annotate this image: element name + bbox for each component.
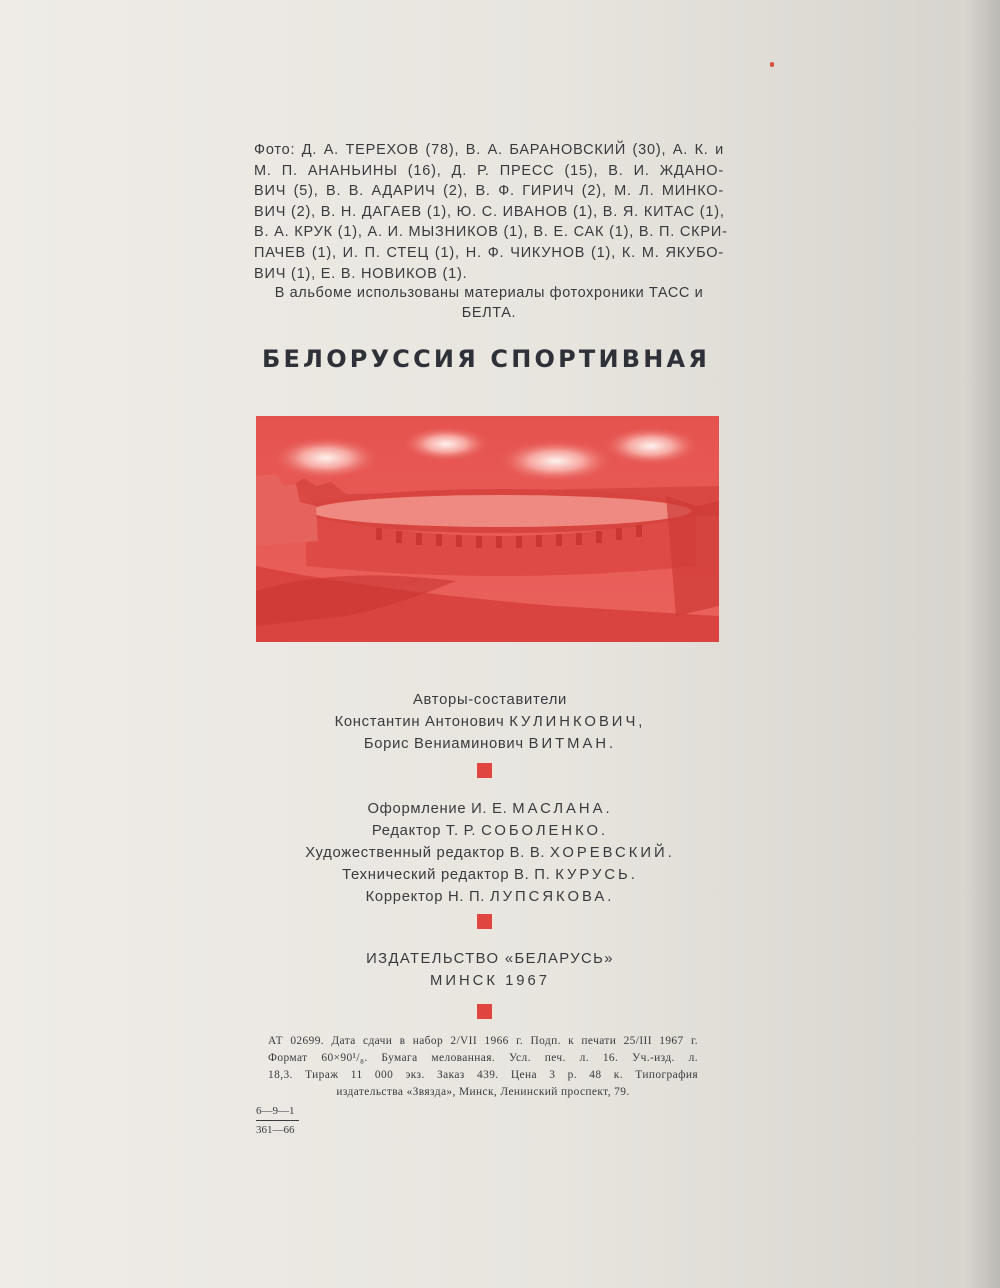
staff-block	[240, 798, 740, 908]
red-square-divider	[477, 763, 492, 778]
photo-credits	[254, 140, 728, 284]
red-square-divider	[477, 1004, 492, 1019]
credits-line: ВИЧ (1), Е. В. НОВИКОВ (1).	[254, 265, 468, 282]
imprint-block	[268, 1033, 698, 1101]
credits-line: Фото: Д. А. ТЕРЕХОВ (78), В. А. БАРАНОВСКИЙ (30), А. К. и	[254, 142, 724, 158]
book-title: БЕЛОРУССИЯ СПОРТИВНАЯ	[261, 345, 711, 373]
credits-line: М. П. АНАНЬИНЫ (16), Д. Р. ПРЕСС (15), В. И. ЖДАНО-	[254, 162, 724, 179]
imprint-line: Формат 60×90¹/₈. Бумага мелованная. Усл. печ. л. 16. Уч.-изд. л.	[268, 1052, 698, 1064]
author-name: Константин Антонович	[334, 714, 505, 730]
credits-line: ВИЧ (2), В. Н. ДАГАЕВ (1), Ю. С. ИВАНОВ (1), В. Я. КИТАС (1),	[254, 203, 725, 220]
corrector-credit: Корректор Н. П.	[365, 889, 486, 905]
publisher-city-year: МИНСК 1967	[430, 973, 550, 989]
book-spine-shadow	[966, 0, 1000, 1288]
archive-note-line: В альбоме использованы материалы фотохроники ТАСС и	[274, 285, 704, 301]
corrector-surname: ЛУПСЯКОВА.	[489, 889, 615, 905]
author-surname: ВИТМАН.	[528, 736, 617, 752]
credits-line: В. А. КРУК (1), А. И. МЫЗНИКОВ (1), В. Е. САК (1), В. П. СКРИ-	[254, 224, 728, 241]
tech-editor-credit: Технический редактор В. П.	[342, 867, 551, 883]
red-square-divider	[477, 914, 492, 929]
credits-line: ПАЧЕВ (1), И. П. СТЕЦ (1), Н. Ф. ЧИКУНОВ (1), К. М. ЯКУБО-	[254, 244, 724, 261]
editor-credit: Редактор Т. Р.	[371, 823, 477, 839]
publisher-block	[240, 948, 740, 992]
design-surname: МАСЛАНА.	[512, 801, 613, 817]
catalog-code-bottom: 361—66	[256, 1124, 295, 1136]
imprint-line: издательства «Звязда», Минск, Ленинский проспект, 79.	[336, 1086, 630, 1098]
publisher-name: ИЗДАТЕЛЬСТВО «БЕЛАРУСЬ»	[366, 951, 614, 967]
art-editor-credit: Художественный редактор В. В.	[305, 845, 546, 861]
author-name: Борис Вениаминович	[363, 736, 524, 752]
imprint-line: 18,3. Тираж 11 000 экз. Заказ 439. Цена 3 р. 48 к. Типография	[268, 1069, 698, 1081]
tech-editor-surname: КУРУСЬ.	[555, 867, 638, 883]
archive-note	[254, 283, 724, 323]
ink-speck	[770, 62, 774, 67]
credits-line: ВИЧ (5), В. В. АДАРИЧ (2), В. Ф. ГИРИЧ (2), М. Л. МИНКО-	[254, 183, 724, 200]
stadium-night-photo	[256, 416, 719, 642]
authors-heading: Авторы-составители	[412, 692, 568, 708]
author-surname: КУЛИНКОВИЧ,	[509, 714, 646, 730]
design-credit: Оформление И. Е.	[367, 801, 508, 817]
catalog-code-top: 6—9—1	[256, 1103, 299, 1121]
archive-note-line: БЕЛТА.	[461, 305, 517, 321]
editor-surname: СОБОЛЕНКО.	[481, 823, 609, 839]
art-editor-surname: ХОРЕВСКИЙ.	[550, 845, 675, 861]
catalog-code	[256, 1103, 299, 1138]
imprint-line: АТ 02699. Дата сдачи в набор 2/VII 1966 г. Подп. к печати 25/III 1967 г.	[268, 1035, 698, 1047]
authors-block	[240, 689, 740, 755]
